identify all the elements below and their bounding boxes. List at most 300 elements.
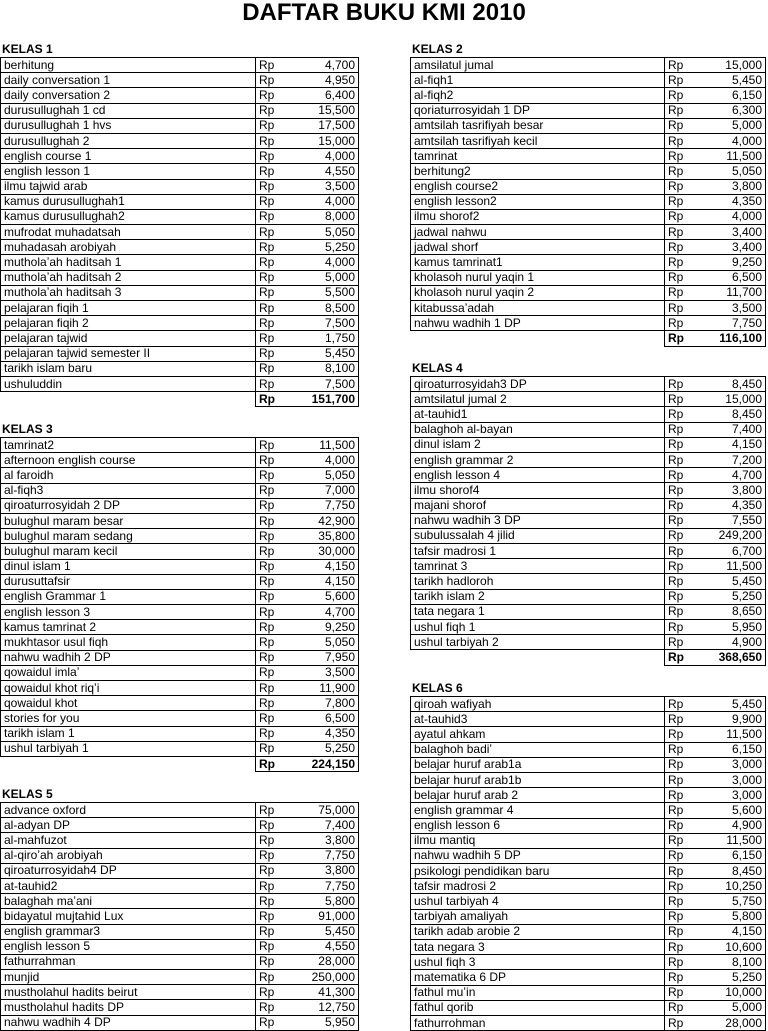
price-cell: 9,900 bbox=[703, 712, 766, 727]
price-cell: 4,150 bbox=[294, 559, 359, 574]
table-row bbox=[411, 285, 766, 300]
table-row bbox=[411, 118, 766, 133]
table-row bbox=[1, 909, 359, 924]
table-row bbox=[411, 833, 766, 848]
currency-cell: Rp bbox=[665, 270, 703, 285]
book-title-cell: english lesson 6 bbox=[411, 818, 665, 833]
currency-cell: Rp bbox=[256, 270, 294, 285]
currency-cell: Rp bbox=[256, 73, 294, 88]
currency-cell: Rp bbox=[256, 681, 294, 696]
currency-cell: Rp bbox=[665, 103, 703, 118]
currency-cell: Rp bbox=[665, 498, 703, 513]
total-currency-cell: Rp bbox=[256, 392, 294, 407]
price-cell: 10,600 bbox=[703, 940, 766, 955]
table-row bbox=[411, 316, 766, 331]
book-title-cell: qiroah wafiyah bbox=[411, 697, 665, 712]
price-cell: 6,500 bbox=[294, 711, 359, 726]
table-row bbox=[411, 528, 766, 543]
price-cell: 11,500 bbox=[703, 559, 766, 574]
currency-cell: Rp bbox=[665, 392, 703, 407]
table-row bbox=[1, 696, 359, 711]
book-title-cell: english grammar 4 bbox=[411, 803, 665, 818]
currency-cell: Rp bbox=[665, 772, 703, 787]
table-row bbox=[411, 1015, 766, 1030]
table-row bbox=[1, 498, 359, 513]
currency-cell: Rp bbox=[256, 361, 294, 376]
currency-cell: Rp bbox=[665, 818, 703, 833]
table-row bbox=[1, 118, 359, 133]
table-row bbox=[1, 939, 359, 954]
book-title-cell: jadwal nahwu bbox=[411, 225, 665, 240]
currency-cell: Rp bbox=[256, 376, 294, 391]
currency-cell: Rp bbox=[665, 712, 703, 727]
table-row bbox=[1, 589, 359, 604]
currency-cell: Rp bbox=[256, 726, 294, 741]
book-title-cell: bulughul maram kecil bbox=[1, 544, 256, 559]
currency-cell: Rp bbox=[256, 483, 294, 498]
book-title-cell: qowaidul imlaʼ bbox=[1, 665, 256, 680]
currency-cell: Rp bbox=[256, 665, 294, 680]
price-cell: 4,900 bbox=[703, 818, 766, 833]
table-row bbox=[1, 376, 359, 391]
price-cell: 28,000 bbox=[703, 1015, 766, 1030]
table-row bbox=[1, 650, 359, 665]
total-price-cell: 368,650 bbox=[703, 650, 766, 665]
currency-cell: Rp bbox=[665, 909, 703, 924]
table-row bbox=[411, 970, 766, 985]
price-cell: 3,000 bbox=[703, 772, 766, 787]
currency-cell: Rp bbox=[665, 1015, 703, 1030]
total-currency-cell: Rp bbox=[256, 756, 294, 771]
price-cell: 4,700 bbox=[703, 468, 766, 483]
price-cell: 5,800 bbox=[294, 894, 359, 909]
book-title-cell: tata negara 3 bbox=[411, 940, 665, 955]
book-title-cell: durusullughah 1 cd bbox=[1, 103, 256, 118]
currency-cell: Rp bbox=[256, 301, 294, 316]
table-row bbox=[411, 848, 766, 863]
table-row bbox=[1, 605, 359, 620]
price-cell: 9,250 bbox=[703, 255, 766, 270]
currency-cell: Rp bbox=[256, 848, 294, 863]
price-cell: 5,000 bbox=[703, 118, 766, 133]
table-row bbox=[1, 665, 359, 680]
table-row bbox=[1, 954, 359, 969]
book-title-cell: ilmu shorof2 bbox=[411, 209, 665, 224]
book-title-cell: english course 1 bbox=[1, 149, 256, 164]
table-row bbox=[1, 316, 359, 331]
book-title-cell: kitabussaʼadah bbox=[411, 301, 665, 316]
currency-cell: Rp bbox=[256, 544, 294, 559]
price-cell: 17,500 bbox=[294, 118, 359, 133]
book-title-cell: al-fiqh3 bbox=[1, 483, 256, 498]
book-title-cell: nahwu wadhih 1 DP bbox=[411, 316, 665, 331]
currency-cell: Rp bbox=[665, 285, 703, 300]
table-row bbox=[411, 88, 766, 103]
total-price-cell: 116,100 bbox=[703, 331, 766, 346]
total-price-cell: 151,700 bbox=[294, 392, 359, 407]
book-title-cell: nahwu wadhih 2 DP bbox=[1, 650, 256, 665]
price-cell: 5,600 bbox=[294, 589, 359, 604]
price-cell: 4,700 bbox=[294, 58, 359, 73]
price-cell: 5,450 bbox=[703, 697, 766, 712]
section-heading: KELAS 2 bbox=[412, 42, 463, 56]
currency-cell: Rp bbox=[665, 848, 703, 863]
book-title-cell: at-tauhid2 bbox=[1, 878, 256, 893]
currency-cell: Rp bbox=[256, 818, 294, 833]
price-cell: 7,500 bbox=[294, 376, 359, 391]
price-cell: 41,300 bbox=[294, 985, 359, 1000]
currency-cell: Rp bbox=[665, 179, 703, 194]
table-row bbox=[411, 697, 766, 712]
price-cell: 4,000 bbox=[294, 255, 359, 270]
table-row bbox=[411, 270, 766, 285]
price-cell: 7,750 bbox=[294, 498, 359, 513]
price-cell: 4,550 bbox=[294, 939, 359, 954]
table-row bbox=[411, 924, 766, 939]
table-row bbox=[1, 1000, 359, 1015]
book-title-cell: balaghah maʼani bbox=[1, 894, 256, 909]
book-title-cell: ushul tarbiyah 4 bbox=[411, 894, 665, 909]
currency-cell: Rp bbox=[665, 118, 703, 133]
table-row bbox=[411, 483, 766, 498]
price-cell: 4,000 bbox=[703, 133, 766, 148]
table-row bbox=[411, 757, 766, 772]
table-row bbox=[1, 331, 359, 346]
book-title-cell: kamus durusullughah1 bbox=[1, 194, 256, 209]
book-title-cell: kamus tamrinat 2 bbox=[1, 620, 256, 635]
currency-cell: Rp bbox=[256, 878, 294, 893]
table-row bbox=[411, 620, 766, 635]
currency-cell: Rp bbox=[256, 620, 294, 635]
currency-cell: Rp bbox=[665, 788, 703, 803]
currency-cell: Rp bbox=[256, 255, 294, 270]
price-cell: 5,050 bbox=[294, 635, 359, 650]
price-cell: 6,150 bbox=[703, 88, 766, 103]
table-row bbox=[1, 985, 359, 1000]
currency-cell: Rp bbox=[665, 970, 703, 985]
book-title-cell: qiroaturrosyidah3 DP bbox=[411, 377, 665, 392]
currency-cell: Rp bbox=[665, 879, 703, 894]
book-table bbox=[0, 57, 359, 407]
table-row bbox=[1, 255, 359, 270]
price-cell: 11,500 bbox=[703, 727, 766, 742]
price-cell: 8,100 bbox=[294, 361, 359, 376]
table-row bbox=[1, 209, 359, 224]
price-cell: 5,450 bbox=[703, 574, 766, 589]
price-cell: 5,050 bbox=[294, 225, 359, 240]
book-title-cell: qiroaturrosyidah4 DP bbox=[1, 863, 256, 878]
price-cell: 3,800 bbox=[703, 483, 766, 498]
table-row bbox=[411, 194, 766, 209]
total-spacer bbox=[1, 392, 256, 407]
currency-cell: Rp bbox=[665, 742, 703, 757]
book-title-cell: nahwu wadhih 5 DP bbox=[411, 848, 665, 863]
total-price-cell: 224,150 bbox=[294, 756, 359, 771]
total-spacer bbox=[411, 650, 665, 665]
table-row bbox=[1, 726, 359, 741]
currency-cell: Rp bbox=[256, 194, 294, 209]
price-cell: 7,200 bbox=[703, 452, 766, 467]
currency-cell: Rp bbox=[256, 149, 294, 164]
book-title-cell: ushul tarbiyah 2 bbox=[411, 635, 665, 650]
total-row bbox=[1, 392, 359, 407]
currency-cell: Rp bbox=[665, 833, 703, 848]
book-title-cell: mukhtasor usul fiqh bbox=[1, 635, 256, 650]
price-cell: 4,700 bbox=[294, 605, 359, 620]
book-table bbox=[410, 376, 766, 666]
currency-cell: Rp bbox=[665, 483, 703, 498]
book-title-cell: berhitung bbox=[1, 58, 256, 73]
price-cell: 5,500 bbox=[294, 285, 359, 300]
book-title-cell: bulughul maram besar bbox=[1, 513, 256, 528]
book-title-cell: amtsilah tasrifiyah kecil bbox=[411, 133, 665, 148]
currency-cell: Rp bbox=[665, 73, 703, 88]
price-cell: 5,250 bbox=[294, 240, 359, 255]
table-row bbox=[1, 194, 359, 209]
table-row bbox=[411, 574, 766, 589]
table-row bbox=[411, 133, 766, 148]
price-cell: 7,750 bbox=[294, 848, 359, 863]
price-cell: 12,750 bbox=[294, 1000, 359, 1015]
book-title-cell: tarikh hadloroh bbox=[411, 574, 665, 589]
price-cell: 15,000 bbox=[703, 392, 766, 407]
book-title-cell: mutholaʼah haditsah 1 bbox=[1, 255, 256, 270]
currency-cell: Rp bbox=[256, 438, 294, 453]
table-row bbox=[1, 270, 359, 285]
book-title-cell: english grammar3 bbox=[1, 924, 256, 939]
currency-cell: Rp bbox=[256, 468, 294, 483]
section-heading: KELAS 1 bbox=[2, 42, 53, 56]
book-title-cell: mufrodat muhadatsah bbox=[1, 225, 256, 240]
total-spacer bbox=[1, 756, 256, 771]
price-cell: 4,000 bbox=[703, 209, 766, 224]
book-title-cell: nahwu wadhih 3 DP bbox=[411, 513, 665, 528]
currency-cell: Rp bbox=[665, 940, 703, 955]
table-row bbox=[411, 179, 766, 194]
book-title-cell: muhadasah arobiyah bbox=[1, 240, 256, 255]
currency-cell: Rp bbox=[665, 544, 703, 559]
currency-cell: Rp bbox=[665, 803, 703, 818]
price-cell: 3,500 bbox=[294, 665, 359, 680]
currency-cell: Rp bbox=[665, 255, 703, 270]
book-title-cell: at-tauhid1 bbox=[411, 407, 665, 422]
book-title-cell: pelajaran tajwid bbox=[1, 331, 256, 346]
currency-cell: Rp bbox=[256, 559, 294, 574]
price-cell: 5,050 bbox=[294, 468, 359, 483]
table-row bbox=[1, 529, 359, 544]
book-title-cell: kholasoh nurul yaqin 2 bbox=[411, 285, 665, 300]
table-row bbox=[1, 1015, 359, 1030]
price-cell: 5,450 bbox=[703, 73, 766, 88]
currency-cell: Rp bbox=[665, 528, 703, 543]
currency-cell: Rp bbox=[256, 833, 294, 848]
currency-cell: Rp bbox=[665, 240, 703, 255]
table-row bbox=[1, 58, 359, 73]
currency-cell: Rp bbox=[256, 650, 294, 665]
price-cell: 6,150 bbox=[703, 742, 766, 757]
book-title-cell: tafsir madrosi 1 bbox=[411, 544, 665, 559]
price-cell: 4,150 bbox=[703, 924, 766, 939]
price-cell: 6,150 bbox=[703, 848, 766, 863]
book-title-cell: english lesson 3 bbox=[1, 605, 256, 620]
currency-cell: Rp bbox=[665, 149, 703, 164]
currency-cell: Rp bbox=[665, 727, 703, 742]
currency-cell: Rp bbox=[665, 864, 703, 879]
currency-cell: Rp bbox=[665, 164, 703, 179]
table-row bbox=[1, 970, 359, 985]
price-cell: 4,550 bbox=[294, 164, 359, 179]
price-cell: 8,000 bbox=[294, 209, 359, 224]
price-cell: 4,900 bbox=[703, 635, 766, 650]
currency-cell: Rp bbox=[256, 635, 294, 650]
book-title-cell: fathul muʼin bbox=[411, 985, 665, 1000]
total-row bbox=[1, 756, 359, 771]
book-title-cell: ayatul ahkam bbox=[411, 727, 665, 742]
currency-cell: Rp bbox=[256, 225, 294, 240]
book-title-cell: at-tauhid3 bbox=[411, 712, 665, 727]
currency-cell: Rp bbox=[256, 103, 294, 118]
book-title-cell: majani shorof bbox=[411, 498, 665, 513]
price-cell: 6,500 bbox=[703, 270, 766, 285]
price-cell: 7,550 bbox=[703, 513, 766, 528]
currency-cell: Rp bbox=[256, 605, 294, 620]
price-cell: 7,500 bbox=[294, 316, 359, 331]
price-cell: 3,000 bbox=[703, 788, 766, 803]
price-cell: 3,800 bbox=[294, 863, 359, 878]
price-cell: 5,750 bbox=[703, 894, 766, 909]
currency-cell: Rp bbox=[256, 985, 294, 1000]
price-cell: 7,750 bbox=[294, 878, 359, 893]
book-title-cell: ushuluddin bbox=[1, 376, 256, 391]
book-title-cell: al-fiqh2 bbox=[411, 88, 665, 103]
table-row bbox=[411, 164, 766, 179]
currency-cell: Rp bbox=[665, 209, 703, 224]
price-cell: 7,800 bbox=[294, 696, 359, 711]
currency-cell: Rp bbox=[256, 118, 294, 133]
price-cell: 4,350 bbox=[294, 726, 359, 741]
table-row bbox=[411, 73, 766, 88]
currency-cell: Rp bbox=[665, 316, 703, 331]
book-title-cell: tarbiyah amaliyah bbox=[411, 909, 665, 924]
price-cell: 11,500 bbox=[703, 833, 766, 848]
book-title-cell: stories for you bbox=[1, 711, 256, 726]
table-row bbox=[411, 544, 766, 559]
book-title-cell: tamrinat2 bbox=[1, 438, 256, 453]
currency-cell: Rp bbox=[256, 285, 294, 300]
total-currency-cell: Rp bbox=[665, 650, 703, 665]
price-cell: 35,800 bbox=[294, 529, 359, 544]
currency-cell: Rp bbox=[665, 194, 703, 209]
table-row bbox=[1, 924, 359, 939]
price-cell: 8,450 bbox=[703, 407, 766, 422]
table-row bbox=[1, 179, 359, 194]
book-title-cell: durusullughah 1 hvs bbox=[1, 118, 256, 133]
book-title-cell: daily conversation 1 bbox=[1, 73, 256, 88]
price-cell: 7,950 bbox=[294, 650, 359, 665]
book-title-cell: al-mahfuzot bbox=[1, 833, 256, 848]
table-row bbox=[411, 392, 766, 407]
table-row bbox=[1, 894, 359, 909]
table-row bbox=[411, 985, 766, 1000]
table-row bbox=[411, 452, 766, 467]
price-cell: 250,000 bbox=[294, 970, 359, 985]
table-row bbox=[411, 818, 766, 833]
table-row bbox=[411, 407, 766, 422]
book-title-cell: balaghoh al-bayan bbox=[411, 422, 665, 437]
price-cell: 5,800 bbox=[703, 909, 766, 924]
price-cell: 8,450 bbox=[703, 864, 766, 879]
book-title-cell: mutholaʼah haditsah 2 bbox=[1, 270, 256, 285]
price-cell: 75,000 bbox=[294, 803, 359, 818]
price-cell: 7,400 bbox=[294, 818, 359, 833]
book-title-cell: daily conversation 2 bbox=[1, 88, 256, 103]
table-row bbox=[1, 711, 359, 726]
price-cell: 6,400 bbox=[294, 88, 359, 103]
section-heading: KELAS 5 bbox=[2, 787, 53, 801]
currency-cell: Rp bbox=[665, 468, 703, 483]
book-title-cell: tarikh adab arobie 2 bbox=[411, 924, 665, 939]
price-cell: 11,900 bbox=[294, 681, 359, 696]
book-title-cell: qiroaturrosyidah 2 DP bbox=[1, 498, 256, 513]
book-title-cell: english grammar 2 bbox=[411, 452, 665, 467]
price-cell: 91,000 bbox=[294, 909, 359, 924]
currency-cell: Rp bbox=[665, 513, 703, 528]
book-title-cell: al faroidh bbox=[1, 468, 256, 483]
currency-cell: Rp bbox=[256, 58, 294, 73]
price-cell: 42,900 bbox=[294, 513, 359, 528]
currency-cell: Rp bbox=[665, 58, 703, 73]
table-row bbox=[1, 620, 359, 635]
price-cell: 30,000 bbox=[294, 544, 359, 559]
book-title-cell: qowaidul khot bbox=[1, 696, 256, 711]
table-row bbox=[411, 225, 766, 240]
currency-cell: Rp bbox=[256, 954, 294, 969]
table-row bbox=[411, 301, 766, 316]
currency-cell: Rp bbox=[665, 225, 703, 240]
price-cell: 3,400 bbox=[703, 240, 766, 255]
book-title-cell: ilmu tajwid arab bbox=[1, 179, 256, 194]
book-title-cell: english lesson 1 bbox=[1, 164, 256, 179]
book-title-cell: english course2 bbox=[411, 179, 665, 194]
price-cell: 5,250 bbox=[703, 970, 766, 985]
book-title-cell: fathurrahman bbox=[1, 954, 256, 969]
book-title-cell: tata negara 1 bbox=[411, 604, 665, 619]
book-title-cell: al-qiroʼah arobiyah bbox=[1, 848, 256, 863]
page-title: DAFTAR BUKU KMI 2010 bbox=[242, 0, 526, 26]
table-row bbox=[1, 149, 359, 164]
book-title-cell: qowaidul khot riqʼi bbox=[1, 681, 256, 696]
price-cell: 15,000 bbox=[703, 58, 766, 73]
book-title-cell: pelajaran fiqih 1 bbox=[1, 301, 256, 316]
price-cell: 15,000 bbox=[294, 133, 359, 148]
table-row bbox=[1, 635, 359, 650]
currency-cell: Rp bbox=[665, 452, 703, 467]
table-row bbox=[1, 848, 359, 863]
book-title-cell: al-adyan DP bbox=[1, 818, 256, 833]
currency-cell: Rp bbox=[665, 697, 703, 712]
book-title-cell: munjid bbox=[1, 970, 256, 985]
book-title-cell: kholasoh nurul yaqin 1 bbox=[411, 270, 665, 285]
book-title-cell: bidayatul mujtahid Lux bbox=[1, 909, 256, 924]
book-table bbox=[0, 437, 359, 772]
section-heading: KELAS 4 bbox=[412, 361, 463, 375]
book-title-cell: jadwal shorf bbox=[411, 240, 665, 255]
currency-cell: Rp bbox=[256, 498, 294, 513]
price-cell: 15,500 bbox=[294, 103, 359, 118]
price-cell: 5,250 bbox=[294, 741, 359, 756]
book-title-cell: pelajaran tajwid semester II bbox=[1, 346, 256, 361]
table-row bbox=[1, 513, 359, 528]
